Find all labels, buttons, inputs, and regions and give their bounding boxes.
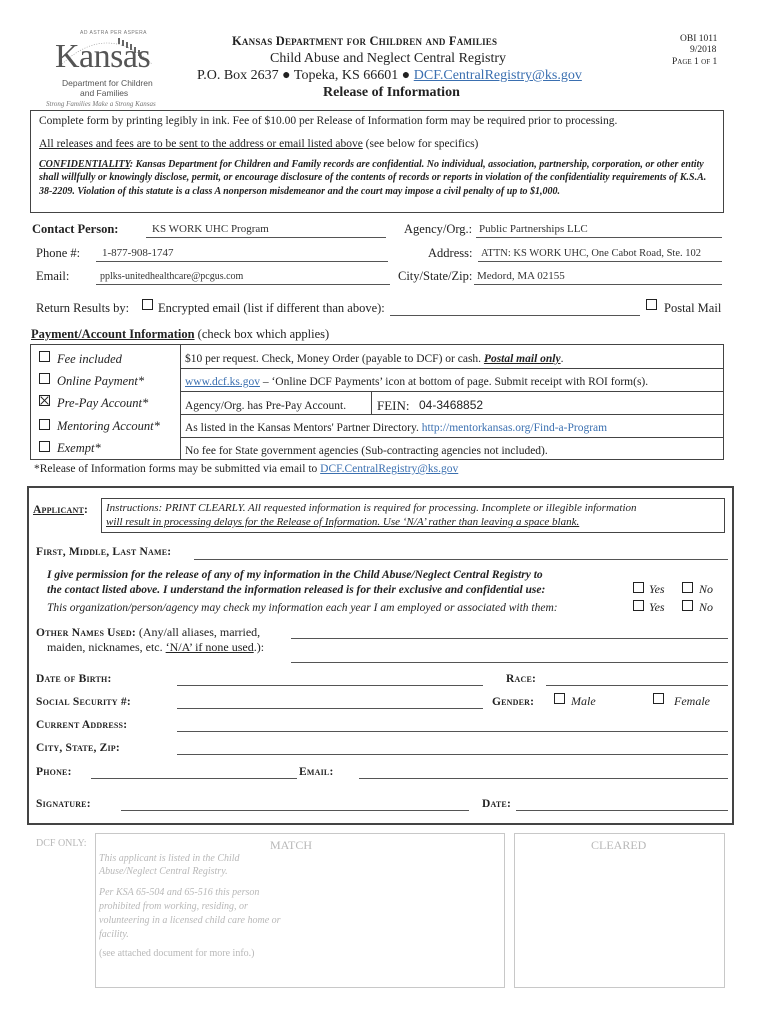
dcf-only-label: DCF ONLY: [36, 838, 87, 849]
contact-person-field[interactable] [146, 223, 386, 238]
return-results-label: Return Results by: [36, 301, 130, 315]
header-address-text: P.O. Box 2637 ● Topeka, KS 66601 ● [197, 68, 414, 83]
date-field[interactable] [516, 797, 728, 811]
contact-agency-field[interactable] [476, 223, 722, 238]
gender-female-checkbox[interactable] [653, 693, 664, 704]
dcf-match-box [95, 833, 505, 988]
current-address-field[interactable] [177, 718, 728, 732]
contact-person-value: KS WORK UHC Program [152, 223, 269, 235]
contact-email-field[interactable] [96, 270, 390, 285]
confidentiality-text: : Kansas Department for Children and Family records are confidential. No individual, association, partnership, corporation, or other entity shall willfully or knowingly disclose, permit, or encourage disclosure of the contents of records or reports in violation of the confidentiality requirements of K.S.A. 38-2209. Violation of this statute is a class A nonperson misdemeanor and the court may impose a civil penalty of up to $1,000. [39, 159, 707, 197]
payment-heading-note: (check box which applies) [194, 327, 330, 341]
logo-dept-line2: and Families [80, 88, 129, 98]
contact-address-value: ATTN: KS WORK UHC, One Cabot Road, Ste. 102 [481, 248, 702, 259]
return-encrypted-checkbox[interactable] [142, 299, 153, 310]
other-names-label: Other Names Used: [36, 627, 136, 639]
other-names-note4: .): [253, 640, 265, 654]
dob-field[interactable] [177, 672, 483, 686]
instructions-line1: Instructions: PRINT CLEARLY. All requested information is required for processing. Incomplete or illegible information [106, 502, 637, 514]
gender-female-label: Female [674, 694, 710, 708]
other-names-field-2[interactable] [291, 649, 728, 663]
ssn-label: Social Security #: [36, 696, 131, 708]
logo [40, 28, 170, 108]
applicant-label: Applicant: [33, 504, 89, 516]
full-name-label: First, Middle, Last Name: [36, 546, 172, 558]
dcf-note-2: Per KSA 65-504 and 65-516 this person prohibited from working, residing, or volunteering in a licensed child care home or facility. [99, 887, 281, 940]
contact-email-value: pplks-unitedhealthcare@pcgus.com [100, 271, 244, 282]
online-payment-link[interactable]: www.dcf.ks.gov [185, 376, 260, 388]
notice-confidentiality [39, 158, 719, 198]
city-state-zip-field[interactable] [177, 741, 728, 755]
header-title: Release of Information [323, 85, 460, 100]
applicant-instructions [101, 498, 725, 533]
race-label: Race: [506, 673, 537, 685]
dcf-cleared-box [514, 833, 725, 988]
return-postal-label: Postal Mail [664, 301, 722, 315]
header-address [197, 68, 582, 84]
fee-included-tail: . [560, 353, 564, 365]
contact-phone-field[interactable] [96, 247, 388, 262]
applicant-email-field[interactable] [359, 765, 728, 779]
notice-fee-line: Complete form by printing legibly in ink. Fee of $10.00 per Release of Information form may be required prior to processing. [39, 115, 618, 127]
applicant-email-label: Email: [299, 766, 334, 778]
full-name-field[interactable] [194, 546, 728, 560]
contact-person-label: Contact Person: [32, 222, 119, 236]
notice-send-underlined: All releases and fees are to be sent to the address or email listed above [39, 138, 363, 150]
permission-line3: This organization/person/agency may check my information each year I am employed or associated with them: [47, 602, 558, 614]
prepay-account-label: Pre-Pay Account* [57, 396, 149, 410]
return-encrypted-label: Encrypted email (list if different than above): [158, 301, 385, 315]
contact-city-value: Medord, MA 02155 [477, 270, 565, 282]
prepay-account-desc: Agency/Org. has Pre-Pay Account. [185, 400, 347, 412]
logo-arc-text: AD ASTRA PER ASPERA [80, 30, 148, 36]
annual-no-checkbox[interactable] [682, 600, 693, 611]
return-postal-checkbox[interactable] [646, 299, 657, 310]
contact-address-label: Address: [428, 246, 473, 260]
other-names-note1: (Any/all aliases, married, [135, 625, 261, 639]
mentoring-account-desc-text: As listed in the Kansas Mentors' Partner Directory. [185, 422, 422, 434]
online-payment-desc [185, 376, 648, 388]
payment-footnote-link[interactable]: DCF.CentralRegistry@ks.gov [320, 463, 459, 475]
date-label: Date: [482, 798, 511, 810]
dcf-match-title: MATCH [270, 838, 313, 852]
annual-yes-label: Yes [649, 600, 665, 614]
logo-wordmark: Kansas [55, 38, 151, 75]
mentoring-account-desc [185, 422, 607, 434]
online-payment-label: Online Payment* [57, 374, 145, 388]
dob-label: Date of Birth: [36, 673, 112, 685]
payment-heading [31, 327, 329, 342]
other-names-note3: ‘N/A’ if none used [165, 640, 254, 654]
gender-label: Gender: [492, 696, 535, 708]
other-names-note2: maiden, nicknames, etc. [47, 640, 166, 654]
gender-male-label: Male [571, 694, 596, 708]
annual-no-label: No [699, 600, 714, 614]
permission-no-label: No [699, 582, 714, 596]
applicant-phone-field[interactable] [91, 765, 297, 779]
header-email-link[interactable]: DCF.CentralRegistry@ks.gov [413, 68, 582, 83]
confidentiality-label: CONFIDENTIALITY [39, 159, 130, 170]
signature-label: Signature: [36, 798, 91, 810]
fee-included-desc-text: $10 per request. Check, Money Order (payable to DCF) or cash. [185, 353, 484, 365]
notice-send-rest: (see below for specifics) [362, 138, 479, 150]
gender-male-checkbox[interactable] [554, 693, 565, 704]
mentoring-account-link[interactable]: http://mentorkansas.org/Find-a-Program [421, 422, 608, 434]
other-names-label-line2 [47, 640, 264, 655]
payment-footnote [34, 463, 458, 475]
logo-dept-line1: Department for Children [62, 78, 153, 88]
contact-agency-label: Agency/Org.: [404, 222, 473, 236]
prepay-fein-label: FEIN: [377, 398, 410, 413]
logo-tagline: Strong Families Make a Strong Kansas [46, 100, 156, 108]
permission-yes-checkbox[interactable] [633, 582, 644, 593]
current-address-label: Current Address: [36, 719, 128, 731]
payment-heading-title: Payment/Account Information [31, 327, 195, 341]
dcf-cleared-title: CLEARED [591, 838, 647, 852]
applicant-phone-label: Phone: [36, 766, 72, 778]
fee-included-checkbox[interactable] [39, 351, 50, 362]
prepay-fein [371, 392, 372, 414]
applicant-box [27, 486, 734, 825]
fee-included-emph: Postal mail only [483, 353, 561, 365]
notice-send-line [39, 138, 478, 150]
dcf-note-3: (see attached document for more info.) [99, 948, 255, 959]
notice-box [30, 110, 724, 213]
header-registry: Child Abuse and Neglect Central Registry [270, 51, 507, 66]
city-state-zip-label: City, State, Zip: [36, 742, 120, 754]
prepay-account-checkbox[interactable] [39, 395, 50, 406]
exempt-label: Exempt* [57, 441, 101, 455]
payment-footnote-text: *Release of Information forms may be submitted via email to [34, 463, 321, 475]
ssn-field[interactable] [177, 695, 483, 709]
other-names-field-1[interactable] [291, 625, 728, 639]
online-payment-checkbox[interactable] [39, 373, 50, 384]
mentoring-account-label: Mentoring Account* [57, 419, 160, 433]
exempt-checkbox[interactable] [39, 441, 50, 452]
permission-no-checkbox[interactable] [682, 582, 693, 593]
race-field[interactable] [546, 672, 728, 686]
contact-email-label: Email: [36, 269, 70, 283]
contact-city-field[interactable] [474, 270, 722, 285]
form-code: OBI 1011 [680, 34, 718, 44]
fee-included-desc [185, 353, 563, 365]
contact-agency-value: Public Partnerships LLC [479, 223, 588, 235]
instructions-line2: will result in processing delays for the Release of Information. Use ‘N/A’ rather than leaving a space blank. [106, 516, 580, 528]
annual-yes-checkbox[interactable] [633, 600, 644, 611]
permission-line1: I give permission for the release of any of my information in the Child Abuse/Neglect Central Registry to [47, 569, 543, 581]
permission-line2: the contact listed above. I understand the information released is for their exclusive and confidential use: [47, 584, 546, 596]
form-date: 9/2018 [690, 45, 717, 55]
exempt-desc: No fee for State government agencies (Sub-contracting agencies not included). [185, 445, 548, 457]
applicant-label-text: Applicant [33, 504, 84, 516]
contact-city-label: City/State/Zip: [398, 269, 473, 283]
signature-field[interactable] [121, 797, 469, 811]
return-encrypted-field[interactable] [390, 301, 640, 316]
mentoring-account-checkbox[interactable] [39, 419, 50, 430]
other-names-label-line1 [36, 625, 260, 640]
fee-included-label: Fee included [57, 352, 122, 366]
header-agency: Kansas Department for Children and Families [232, 34, 498, 48]
contact-phone-value: 1-877-908-1747 [102, 247, 174, 259]
dcf-note-1: This applicant is listed in the Child Abuse/Neglect Central Registry. [99, 853, 240, 877]
online-payment-desc-text: – ‘Online DCF Payments’ icon at bottom of page. Submit receipt with ROI form(s). [259, 376, 649, 388]
contact-address-field[interactable] [478, 247, 722, 262]
contact-phone-label: Phone #: [36, 246, 81, 260]
payment-table [30, 344, 724, 460]
prepay-fein-value: 04-3468852 [419, 398, 484, 412]
permission-yes-label: Yes [649, 582, 665, 596]
form-page: Page 1 of 1 [672, 57, 718, 67]
